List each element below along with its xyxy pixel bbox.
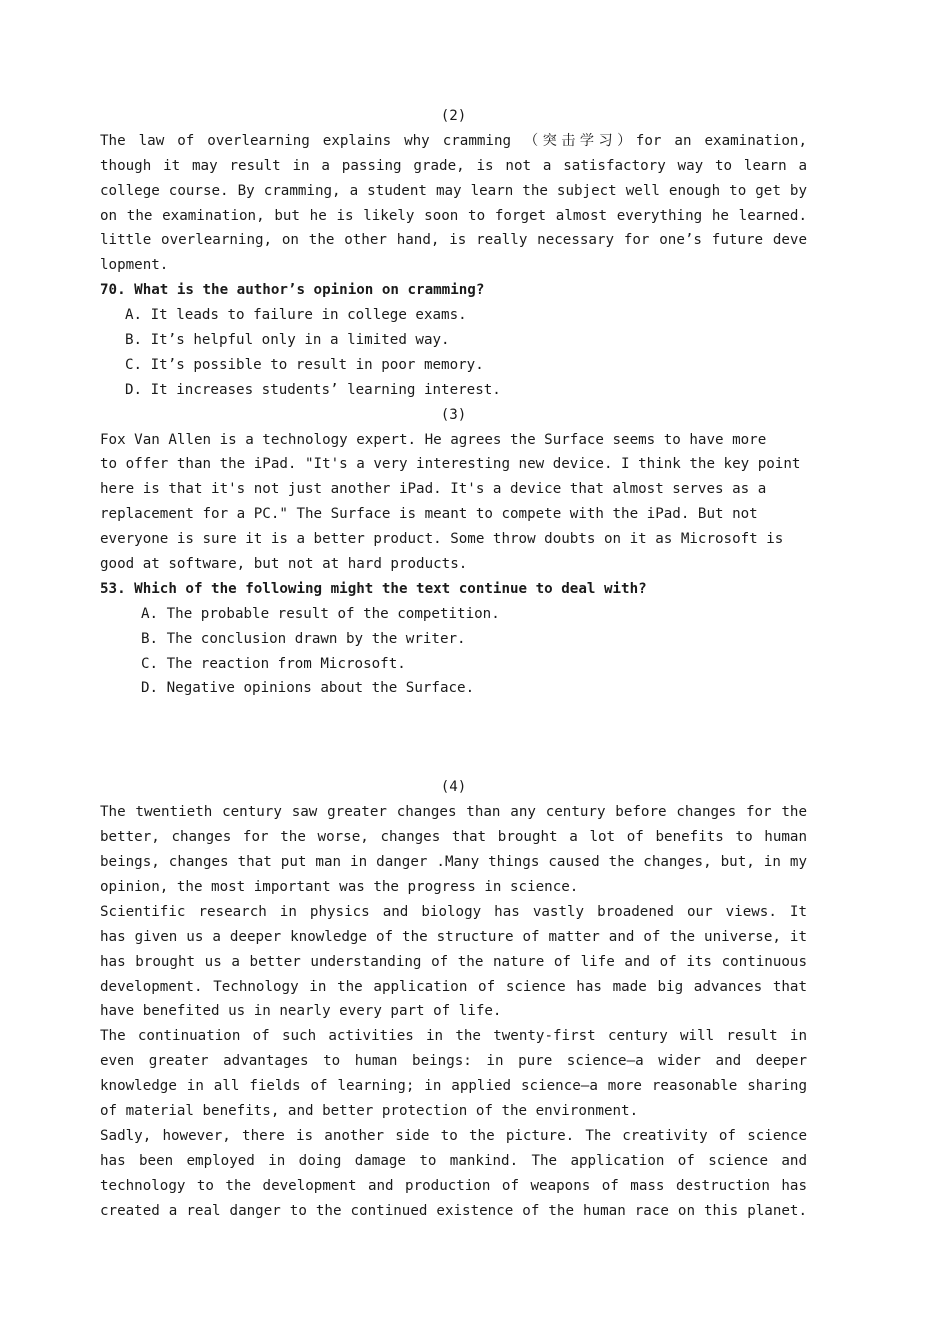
text-line: lopment. (100, 257, 169, 274)
text-line: college course. By cramming, a student may learn the subject well enough to get by (100, 182, 807, 199)
passage-paragraph (100, 129, 807, 278)
passage-section-4 (100, 775, 807, 1223)
text-line: replacement for a PC." The Surface is meant to compete with the iPad. But not (100, 506, 758, 523)
question-title: 53. Which of the following might the text continue to deal with? (100, 580, 647, 597)
question-title: 70. What is the author’s opinion on cramming? (100, 282, 485, 299)
text-line: even greater advantages to human beings: in pure science—a wider and deeper (100, 1053, 807, 1070)
text-line: The law of overlearning explains why cramming （突击学习）for an examination, (100, 132, 807, 149)
section-spacer (100, 701, 807, 775)
text-line: to offer than the iPad. "It's a very interesting new device. I think the key point (100, 456, 801, 473)
text-line: development. Technology in the application of science has made big advances that (100, 978, 807, 995)
option-b: B. The conclusion drawn by the writer. (141, 630, 466, 647)
option-b: B. It’s helpful only in a limited way. (125, 332, 450, 349)
text-line: little overlearning, on the other hand, is really necessary for one’s future deve (100, 232, 807, 249)
answer-options (100, 602, 807, 702)
answer-options (100, 303, 807, 403)
option-c: C. It’s possible to result in poor memory. (125, 356, 484, 373)
section-marker: (3) (440, 406, 467, 423)
text-line: The twentieth century saw greater changes than any century before changes for the (100, 804, 807, 821)
option-a: A. The probable result of the competition. (141, 605, 500, 622)
text-line: have benefited us in nearly every part of life. (100, 1003, 502, 1020)
text-line: Fox Van Allen is a technology expert. He agrees the Surface seems to have more (100, 431, 767, 448)
text-line: on the examination, but he is likely soon to forget almost everything he learned. (100, 207, 807, 224)
text-line: here is that it's not just another iPad. It's a device that almost serves as a (100, 481, 767, 498)
section-marker: (4) (440, 779, 467, 796)
passage-paragraph (100, 1024, 807, 1124)
passage-paragraph (100, 1124, 807, 1224)
passage-section-3 (100, 403, 807, 702)
text-line: better, changes for the worse, changes that brought a lot of benefits to human (100, 829, 807, 846)
passage-paragraph (100, 428, 807, 577)
option-a: A. It leads to failure in college exams. (125, 307, 467, 324)
text-line: has given us a deeper knowledge of the structure of matter and of the universe, it (100, 928, 807, 945)
exam-page (100, 104, 807, 1223)
option-d: D. Negative opinions about the Surface. (141, 680, 475, 697)
text-line: opinion, the most important was the progress in science. (100, 878, 579, 895)
text-line: of material benefits, and better protection of the environment. (100, 1102, 639, 1119)
passage-paragraph (100, 900, 807, 1024)
section-marker: (2) (440, 108, 467, 124)
option-d: D. It increases students’ learning interest. (125, 381, 501, 398)
text-line: though it may result in a passing grade, is not a satisfactory way to learn a (100, 157, 807, 174)
text-line: beings, changes that put man in danger .Many things caused the changes, but, in my (100, 854, 807, 871)
text-line: Scientific research in physics and biology has vastly broadened our views. It (100, 903, 807, 920)
passage-paragraph (100, 800, 807, 900)
text-line: everyone is sure it is a better product. Some throw doubts on it as Microsoft is (100, 531, 784, 548)
text-line: has been employed in doing damage to mankind. The application of science and (100, 1152, 807, 1169)
text-line: created a real danger to the continued existence of the human race on this planet. (100, 1202, 807, 1219)
text-line: knowledge in all fields of learning; in applied science—a more reasonable sharing (100, 1078, 807, 1095)
passage-section-2 (100, 104, 807, 403)
option-c: C. The reaction from Microsoft. (141, 655, 406, 672)
text-line: has brought us a better understanding of the nature of life and of its continuous (100, 953, 807, 970)
text-line: Sadly, however, there is another side to the picture. The creativity of science (100, 1127, 807, 1144)
text-line: technology to the development and production of weapons of mass destruction has (100, 1177, 807, 1194)
text-line: good at software, but not at hard products. (100, 556, 468, 573)
text-line: The continuation of such activities in the twenty-first century will result in (100, 1028, 807, 1045)
